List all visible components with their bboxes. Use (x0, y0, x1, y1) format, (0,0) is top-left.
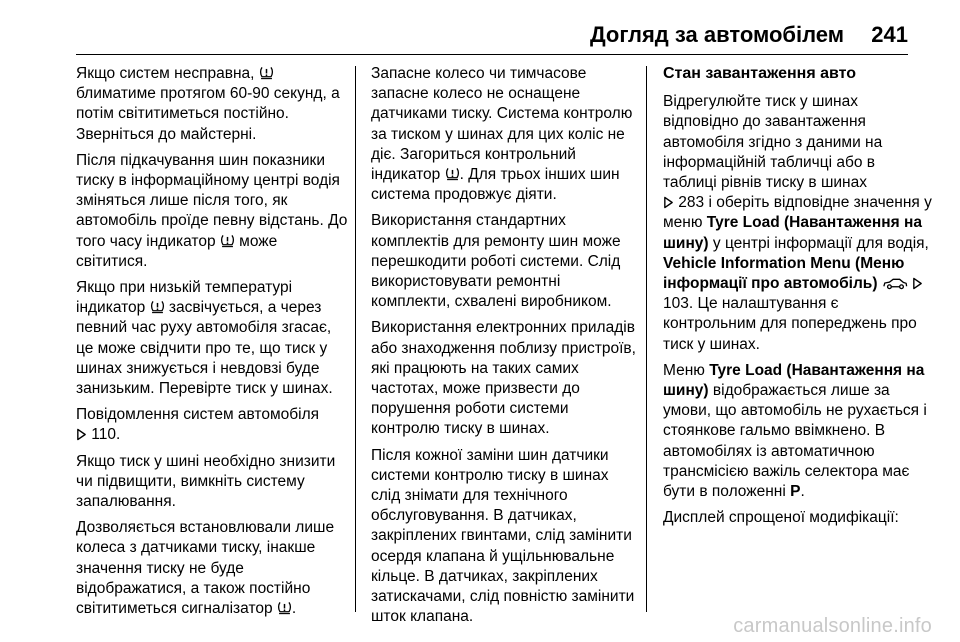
column-2 (371, 64, 637, 633)
column-divider-2 (646, 66, 647, 612)
column-divider-1 (355, 66, 356, 612)
paragraph: Використання стандартних комплектів для ремонту шин може перешкодити роботі системи. Слід використовувати ремонтні комплекти, схвалені виробником. (371, 212, 621, 311)
page-reference-arrow-icon (663, 196, 674, 209)
paragraph: Якщо при низькій температурі індикатор засвічується, а через певний час руху автомобіля згасає, це може свідчити про те, що тиск у шинах знижується і невдовзі буде занизьким. Перевірте тиск у шинах. (76, 279, 333, 398)
paragraph: Відрегулюйте тиск у шинах відповідно до завантаження автомобіля згідно з даними на інформаційній табличці або в таблиці рівнів тиску в шинах 283 і оберіть відповідне значення у меню Tyre Load (Навантаження на шину) у центрі інформації для водія, Vehicle Information Menu (Меню інформації про автомобіль) 103. Це налаштування є контрольним для попереджень про тиск у шинах. (663, 93, 932, 353)
page-number: 241 (871, 22, 908, 47)
page-reference-link[interactable]: 110. (87, 426, 121, 444)
watermark: carmanualsonline.info (733, 615, 932, 637)
tyre-pressure-warning-icon (445, 166, 460, 181)
paragraph: Меню Tyre Load (Навантаження на шину) відображається лише за умови, що автомобіль не рухається і стоянкове гальмо ввімкнено. В автомобілях із автоматичною трансмісією важіль селектора має бути в положенні P. (663, 361, 927, 501)
page-header (76, 22, 908, 56)
car-menu-icon (882, 277, 908, 290)
column-3 (663, 64, 933, 534)
column-1 (76, 64, 348, 625)
paragraph: Якщо систем несправна, блиматиме протягом 60-90 секунд, а потім світитиметься постійно. Зверніться до майстерні. (76, 65, 340, 143)
page-title: Догляд за автомобілем (589, 22, 844, 47)
paragraph: Повідомлення систем автомобіля 110. (76, 406, 320, 444)
tyre-pressure-warning-icon (150, 299, 165, 314)
tyre-pressure-warning-icon (220, 233, 235, 248)
page-reference-link[interactable]: 103. Це налаштування є контрольним для попереджень про тиск у шинах. (663, 295, 917, 353)
paragraph: Після кожної заміни шин датчики системи контролю тиску в шинах слід знімати для технічного обслуговування. В датчиках, закріплених гвинтами, слід замінити осердя клапана й ущільнювальне кільце. В датчиках, закріплених затискачами, слід повністю замінити шток клапана. (371, 446, 635, 626)
tyre-pressure-warning-icon (259, 65, 274, 80)
tyre-pressure-warning-icon (277, 600, 292, 615)
paragraph: Запасне колесо чи тимчасове запасне колесо не оснащене датчиками тиску. Система контролю за тиском у шинах для цих коліс не діє. Загориться контрольний індикатор . Для трьох інших шин система продовжує діяти. (371, 65, 633, 204)
header-divider (76, 54, 908, 55)
page-reference-arrow-icon (912, 277, 923, 290)
page-reference-arrow-icon (76, 428, 87, 441)
paragraph: Дисплей спрощеної модифікації: (663, 509, 899, 527)
paragraph: Після підкачування шин показники тиску в інформаційному центрі водія зміняться лише після того, як автомобіль проїде певну відстань. До того часу індикатор може світитися. (76, 151, 348, 270)
paragraph: Дозволяється встановлювали лише колеса з датчиками тиску, інакше значення тиску не буде відображатися, а також постійно світитиметься сигналізатор . (76, 519, 335, 618)
section-heading: Стан завантаження авто (663, 65, 857, 82)
paragraph: Якщо тиск у шині необхідно знизити чи підвищити, вимкніть систему запалювання. (76, 452, 336, 511)
page-reference-link[interactable]: 283 і оберіть відповідне значення у меню (663, 194, 932, 232)
paragraph: Використання електронних приладів або знаходження поблизу пристроїв, які працюють на таких самих частотах, може призвести до порушення роботи системи контролю тиску в шинах. (371, 319, 636, 438)
